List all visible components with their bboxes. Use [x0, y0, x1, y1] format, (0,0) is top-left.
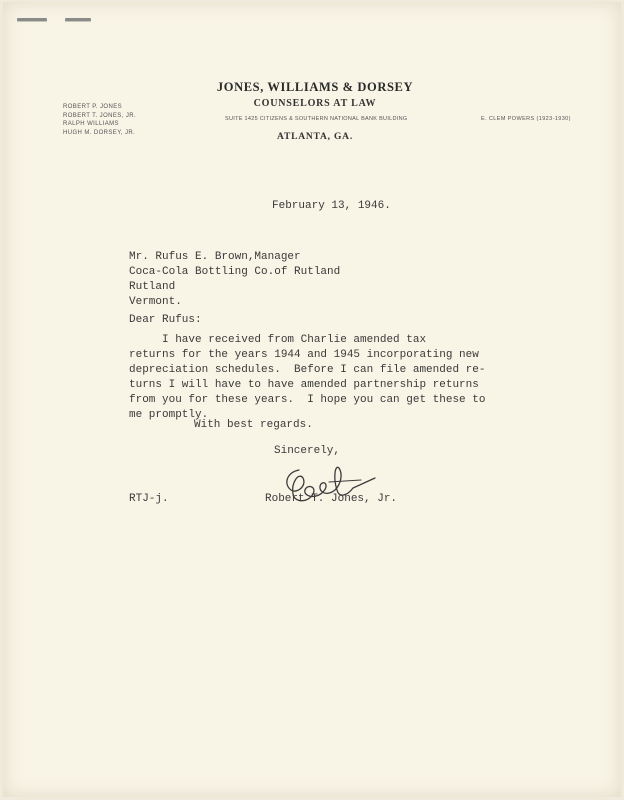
- body-line: I have received from Charlie amended tax: [129, 334, 427, 346]
- partner-name: ROBERT P. JONES: [63, 104, 123, 110]
- staple-mark: [65, 18, 91, 21]
- recipient-line: Mr. Rufus E. Brown,Manager: [129, 251, 301, 263]
- recipient-line: Rutland: [129, 281, 176, 293]
- partner-name: HUGH M. DORSEY, JR.: [63, 129, 136, 136]
- firm-address: SUITE 1425 CITIZENS & SOUTHERN NATIONAL BANK BUILDING: [225, 116, 408, 122]
- body-line: from you for these years. I hope you can get these to: [129, 394, 486, 406]
- letter-date: February 13, 1946.: [272, 200, 391, 212]
- body-line: returns for the years 1944 and 1945 incorporating new: [129, 349, 479, 361]
- firm-subtitle: COUNSELORS AT LAW: [253, 98, 377, 109]
- letter-sheet: [3, 2, 621, 797]
- signer-name: Robert T. Jones, Jr.: [265, 493, 398, 505]
- recipient-line: Coca-Cola Bottling Co.of Rutland: [129, 266, 341, 278]
- staple-mark: [17, 18, 47, 21]
- closing-line: With best regards.: [194, 419, 313, 431]
- partner-list: [63, 103, 136, 137]
- letter-body: [129, 333, 485, 423]
- firm-name: JONES, WILLIAMS & DORSEY: [216, 80, 414, 94]
- body-line: turns I will have to have amended partnership returns: [129, 379, 479, 391]
- firm-city: ATLANTA, GA.: [276, 132, 354, 142]
- body-line: depreciation schedules. Before I can file amended re-: [129, 364, 486, 376]
- partner-name: ROBERT T. JONES, JR.: [63, 112, 137, 119]
- counsel-name: E. CLEM POWERS (1923-1930): [481, 116, 571, 122]
- sign-off: Sincerely,: [274, 445, 341, 457]
- greeting: Dear Rufus:: [129, 314, 202, 326]
- recipient-line: Vermont.: [129, 296, 182, 308]
- partner-name: RALPH WILLIAMS: [63, 121, 119, 127]
- recipient-address: [129, 250, 340, 310]
- typist-initials: RTJ-j.: [129, 493, 169, 505]
- body-line: me promptly.: [129, 409, 209, 421]
